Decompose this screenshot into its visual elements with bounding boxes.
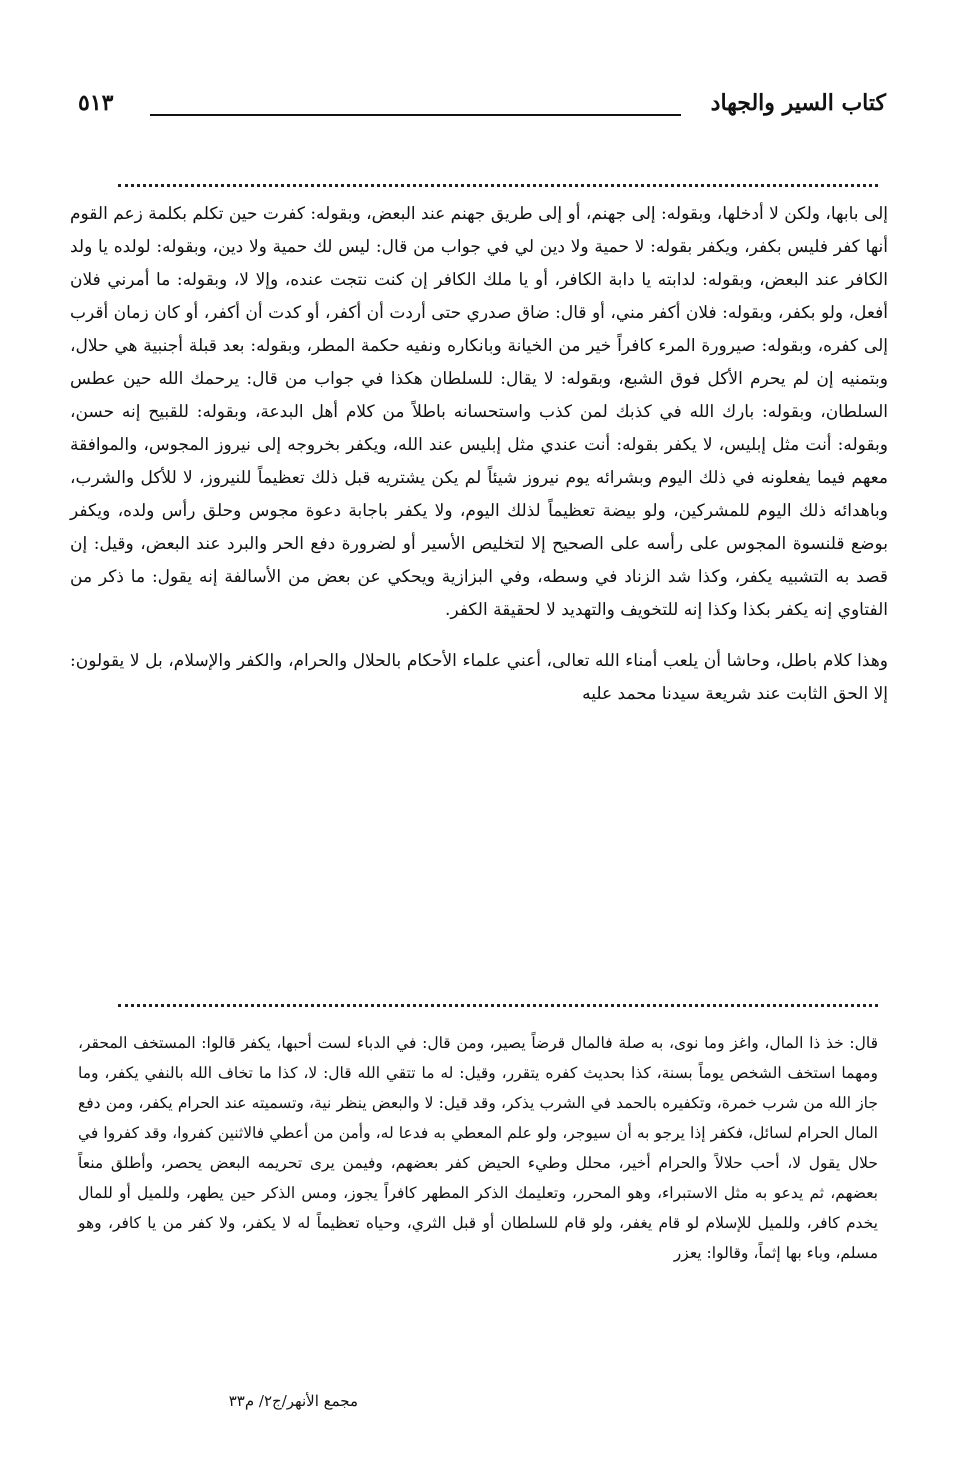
running-header [70,86,886,130]
footnote-section [78,1028,878,1268]
footnote-paragraph: قال: خذ ذا المال، واغز وما نوى، به صلة فالمال قرضاً يصير، ومن قال: في الدباء لست أحبها، يكفر قالوا: المستخف المحقر، ومهما استخف الشخص يوماً بسنة، كذا بحديث كفره يتقرر، وقيل: له ما تتقي الله قال: لا، كذا ما تخاف الله بالنفي يكفر، وما جاز الله من شرب خمرة، وتكفيره بالحمد في الشرب يذكر، وقد قيل: لا والبعض ينظر نية، وتسميته عند الحرام يكفر، ومن دفع المال الحرام لسائل، فكفر إذا يرجو به أن سيوجر، ولو علم المعطي به فدعا له، وأمن من أعطي فالاثنين كفروا، وقد كفروا في حلال يقول لا، أحب حلالاً والحرام أخير، محلل وطيء الحيض كفر بعضهم، وفيمن يرى تحريمه البعض يحصر، وأطلق منعاً بعضهم، ثم يدعو به مثل الاستبراء، وهو المحرر، وتعليمك الذكر المطهر كافراً يجوز، ومس الذكر حين يطهر، وللميل أو للمال يخدم كافر، وللميل للإسلام لو قام يغفر، ولو قام للسلطان أو قبل الثري، وحياه تعظيماً له لا يكفر، ولا كفر من يا كافر، وهو مسلم، وباء بها إثماً، وقالوا: يعزر [78,1034,878,1262]
main-paragraph-2: وهذا كلام باطل، وحاشا أن يلعب أمناء الله تعالى، أعني علماء الأحكام بالحلال والحرام، والكفر والإسلام، بل لا يقولون: إلا الحق الثابت عند شريعة سيدنا محمد عليه [70,651,888,704]
main-text [70,198,888,711]
page-number: ٥١٣ [78,90,114,116]
chapter-title: كتاب السير والجهاد [710,90,886,116]
main-paragraph-1: إلى بابها، ولكن لا أدخلها، وبقوله: إلى جهنم، أو إلى طريق جهنم عند البعض، وبقوله: كفرت حين تكلم بكلمة زعم القوم أنها كفر فليس بكفر، ويكفر بقوله: لا حمية ولا دين لي في جواب من قال: ليس لك حمية ولا دين، وبقوله: لولده يا ولد الكافر عند البعض، وبقوله: لدابته يا دابة الكافر، أو يا ملك الكافر إن كنت نتجت عنده، وإلا لا، وبقوله: ما أمرني فلان أفعل، ولو بكفر، وبقوله: فلان أكفر مني، أو قال: ضاق صدري حتى أردت أن أكفر، أو كدت أن أكفر، أو كان زمان أقرب إلى كفره، وبقوله: صيرورة المرء كافراً خير من الخيانة وبانكاره ونفيه حكمة المطر، وبقوله: بعد قبلة أجنبية هي حلال، وبتمنيه إن لم يحرم الأكل فوق الشبع، وبقوله: لا يقال: للسلطان هكذا في جواب من قال: يرحمك الله حين عطس السلطان، وبقوله: بارك الله في كذبك لمن كذب واستحسانه باطلاً من كلام أهل البدعة، وبقوله: للقبيح إنه حسن، وبقوله: أنت مثل إبليس، لا يكفر بقوله: أنت عندي مثل إبليس عند الله، ويكفر بخروجه إلى نيروز المجوس، والموافقة معهم فيما يفعلونه في ذلك اليوم وبشرائه يوم نيروز شيئاً لم يكن يشتريه قبل ذلك تعظيماً للنيروز، لا للأكل والشرب، وباهدائه ذلك اليوم للمشركين، ولو بيضة تعظيماً لذلك اليوم، ولا يكفر باجابة دعوة مجوس وحلق رأس ولده، ويكفر بوضع قلنسوة المجوس على رأسه على الصحيح إلا لتخليص الأسير أو لضرورة دفع الحر والبرد عند البعض، وقيل: إن قصد به التشبيه يكفر، وكذا شد الزناد في وسطه، وفي البزازية ويحكي عن بعض من الأسالفة إنه يقول: ما ذكر من الفتاوي إنه يكفر بكذا وكذا إنه للتخويف والتهديد لا لحقيقة الكفر. [70,204,888,620]
signature-line: مجمع الأنهر/ج٢/ م٣٣ [228,1392,358,1410]
header-rule [150,114,681,116]
footnote-dotted-separator [118,1004,878,1007]
top-dotted-separator [118,184,878,187]
